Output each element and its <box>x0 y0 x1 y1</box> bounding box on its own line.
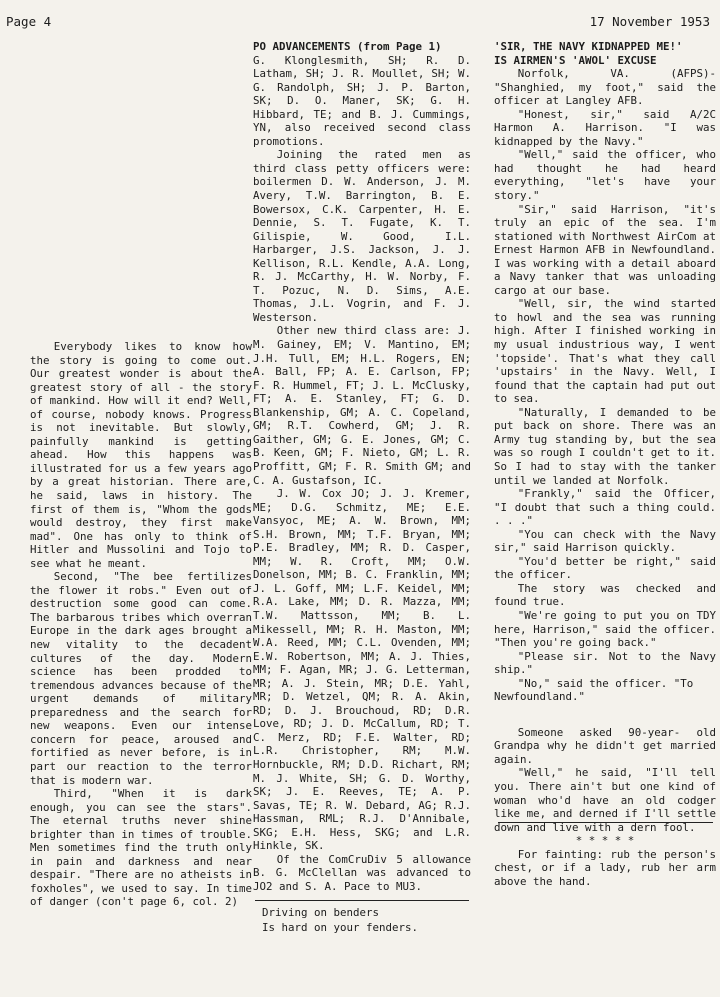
story-subheadline: IS AIRMEN'S 'AWOL' EXCUSE <box>494 53 657 67</box>
filler-line: Driving on benders <box>262 906 380 919</box>
story-paragraph: "Honest, sir," said A/2C Harmon A. Harrison. "I was kidnapped by the Navy." <box>494 107 716 148</box>
story-paragraph: "You'd better be right," said the officer. <box>494 554 716 582</box>
column-divider-rule <box>255 900 469 901</box>
grandpa-paragraph: "Well," he said, "I'll tell you. There ain't but one kind of woman who'd have an old codger like me, and derned if I'll settle down and live with a dern fool. <box>494 766 716 834</box>
advancements-heading: PO ADVANCEMENTS (from Page 1) <box>253 40 442 53</box>
issue-date: 17 November 1953 <box>589 14 710 29</box>
advancements-paragraph: Of the ComCruDiv 5 allowance B. G. McClellan was advanced to JO2 and S. A. Pace to MU3. <box>253 852 471 893</box>
navy-story-column <box>494 40 716 888</box>
column-divider-rule <box>498 822 713 823</box>
story-paragraph: "We're going to put you on TDY here, Harrison," said the officer. "Then you're going back." <box>494 608 716 650</box>
story-paragraph: "Well, sir, the wind started to howl and the sea was running high. After I finished working in my usual industrious way, I went 'topside'. That's what they call 'upstairs' in the Navy. Well, I found that the captain had put out to sea. <box>494 297 716 406</box>
story-paragraph: The story was checked and found true. <box>494 581 716 609</box>
page-number: Page 4 <box>6 14 52 29</box>
story-paragraph: "No," said the officer. "To Newfoundland." <box>494 676 694 704</box>
editorial-paragraph: Third, "When it is dark enough, you can see the stars". The eternal truths never shine brighter than in times of trouble. Men sometimes find the truth only in pain and darkness and near despair. "There are no atheists in foxholes", we used to say. In time of danger (con't page 6, col. 2) <box>30 787 252 909</box>
story-paragraph: "Frankly," said the Officer, "I doubt that such a thing could. . . ." <box>494 487 716 528</box>
story-paragraph: "Well," said the officer, who had thought he had heard everything, "let's have your story." <box>494 148 716 203</box>
story-paragraph: Norfolk, VA. (AFPS)- "Shanghied, my foot," said the officer at Langley AFB. <box>494 67 716 108</box>
editorial-paragraph: Everybody likes to know how the story is going to come out. Our greatest wonder is about the greatest story of all - the story of mankind. How will it end? Well, of course, nobody knows. Progress is not inevitable. But slowly, painfully mankind is getting ahead. How this happens was illustrated for us a few years ago by a great historian. There are, he said, laws in history. The first of them is, "Whom the gods would destroy, they first make mad". One has only to think of Hitler and Mussolini and Tojo to see what he meant. <box>30 340 252 570</box>
editorial-column <box>30 340 252 909</box>
advancements-paragraph: J. W. Cox JO; J. J. Kremer, ME; D.G. Schmitz, ME; E.E. Vansyoc, ME; A. W. Brown, MM; S.H. Brown, MM; T.F. Bryan, MM; P.E. Bradley, MM; R. D. Casper, MM; W. R. Croft, MM; O.W. Donelson, MM; B. C. Franklin, MM; J. L. Goff, MM; L.F. Keidel, MM; R.A. Lake, MM; D. R. Mazza, MM; T.W. Mattsson, MM; B. L. Mikessell, MM; R. H. Maston, MM; W.A. Reed, MM; C.L. Ovenden, MM; E.W. Robertson, MM; A. J. Thies, MM; F. Agan, MR; J. G. Letterman, MR; A. J. Stein, MR; D.E. Yahl, MR; D. Wetzel, QM; R. A. Akin, RD; D. J. Brouchoud, RD; D.R. Love, RD; J. D. McCallum, RD; T. C. Merz, RD; F.E. Walter, RD; L.R. Christopher, RM; M.W. Hornbuckle, RM; D.D. Richart, RM; M. J. White, SH; G. D. Worthy, SK; J. E. Reeves, TE; A. P. Savas, TE; R. W. Debard, AG; R.J. Hassman, RML; R.J. D'Annibale, SKG; E.H. Hess, SKG; and L.R. Hinkle, SK. <box>253 487 471 853</box>
story-paragraph: "Naturally, I demanded to be put back on shore. There was an Army tug standing by, but the sea was so rough I couldn't get to it. So I had to stay with the tanker until we landed at Norfolk. <box>494 405 716 487</box>
fainting-tip: For fainting: rub the person's chest, or if a lady, rub her arm above the hand. <box>494 847 716 888</box>
advancements-paragraph: Joining the rated men as third class petty officers were: boilermen D. W. Anderson, J. M. Avery, T.W. Barrington, B. E. Bowersox, C.K. Carpenter, H. E. Dennie, S. T. Fugate, K. T. Gilispie, W. Good, I.L. Harbarger, J.S. Jackson, J. J. Kellison, R.L. Kendle, A.A. Long, R. J. McCarthy, H. W. Norby, F. T. Pozuc, N. D. Sims, A.E. Thomas, J.L. Vogrin, and F. J. Westerson. <box>253 148 471 324</box>
story-paragraph: "You can check with the Navy sir," said Harrison quickly. <box>494 527 716 555</box>
editorial-paragraph: Second, "The bee fertilizes the flower it robs." Even out of destruction some good can come. The barbarous tribes which overran Europe in the dark ages brought a new vitality to the decadent cultures of the day. Modern science has been prodded to tremendous advances because of the urgent demands of military preparedness and the search for new weapons. Even our intense concern for peace, aroused and fortified as never before, is in part our reaction to the terror that is modern war. <box>30 570 252 787</box>
filler-rhyme <box>262 906 472 935</box>
advancements-paragraph: Other new third class are: J. M. Gainey, EM; V. Mantino, EM; J.H. Tull, EM; H.L. Rogers, EN; A. Ball, FP; A. E. Carlson, FP; F. R. Hummel, FT; J. L. McClusky, FT; A. E. Stanley, FT; G. D. Blankenship, GM; A. C. Copeland, GM; R.T. Cowherd, GM; J. R. Gaither, GM; G. E. Jones, GM; C. B. Keen, GM; F. Nieto, GM; L. R. Proffitt, GM; F. R. Smith GM; and C. A. Gustafson, IC. <box>253 324 471 487</box>
story-paragraph: "Please sir. Not to the Navy ship." <box>494 649 716 677</box>
story-paragraph: "Sir," said Harrison, "it's truly an epic of the sea. I'm stationed with Northwest AirCom at Ernest Harmon AFB in Newfoundland. I was working with a detail aboard a Navy tanker that was unloading cargo at our base. <box>494 202 716 297</box>
grandpa-paragraph: Someone asked 90-year- old Grandpa why he didn't get married again. <box>494 725 716 766</box>
filler-line: Is hard on your fenders. <box>262 920 419 934</box>
story-headline: 'SIR, THE NAVY KIDNAPPED ME!' <box>494 40 683 53</box>
advancements-paragraph: G. Klonglesmith, SH; R. D. Latham, SH; J. R. Moullet, SH; W. G. Randolph, SH; J. P. Barton, SK; D. O. Maner, SK; G. H. Hibbard, TE; and B. J. Cummings, YN, also received second class promotions. <box>253 53 471 148</box>
section-separator-stars: * * * * * <box>575 834 635 848</box>
advancements-column <box>253 40 471 893</box>
